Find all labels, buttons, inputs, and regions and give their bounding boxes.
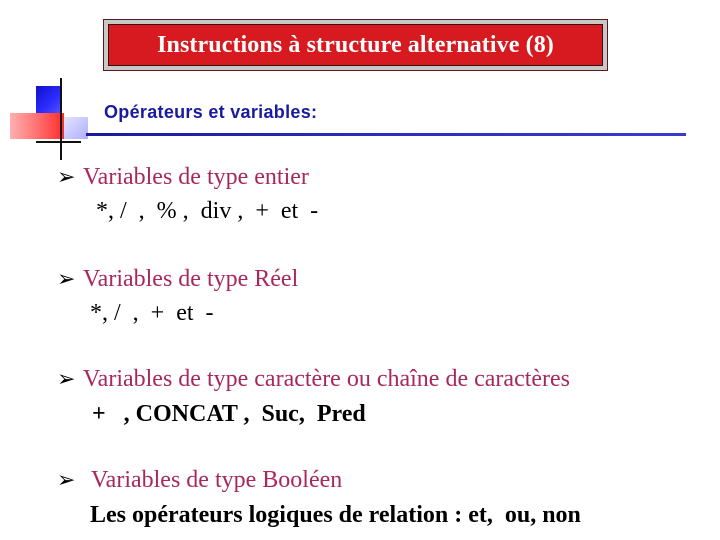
bullet-integer	[57, 164, 309, 191]
light-blue-square-icon	[64, 117, 88, 139]
section-subtitle: Opérateurs et variables:	[104, 102, 318, 122]
arrow-bullet-icon: ➢	[57, 165, 76, 190]
bullet-label: Variables de type caractère ou chaîne de caractères	[83, 366, 571, 392]
slide-title: Instructions à structure alternative (8)	[157, 31, 554, 58]
title-banner	[108, 24, 603, 66]
bullet-boolean	[57, 467, 342, 494]
bullet-detail: Les opérateurs logiques de relation : et, ou, non	[90, 502, 581, 528]
blue-square-icon	[36, 86, 62, 116]
bullet-label: Variables de type entier	[83, 164, 309, 190]
bullet-label: Variables de type Réel	[83, 266, 299, 292]
arrow-bullet-icon: ➢	[57, 367, 76, 392]
arrow-bullet-icon: ➢	[57, 267, 76, 292]
bullet-detail: + , CONCAT , Suc, Pred	[92, 401, 366, 427]
arrow-bullet-icon: ➢	[57, 468, 76, 493]
bullet-detail: *, / , % , div , + et -	[96, 198, 319, 224]
bullet-character	[57, 366, 570, 393]
bullet-label: Variables de type Booléen	[91, 467, 343, 493]
bullet-detail: *, / , + et -	[90, 300, 214, 326]
horizontal-line-icon	[36, 141, 81, 143]
vertical-line-icon	[60, 78, 62, 160]
title-frame	[103, 19, 608, 71]
subtitle-underline	[86, 133, 686, 136]
red-square-icon	[10, 113, 64, 139]
bullet-real	[57, 266, 298, 293]
